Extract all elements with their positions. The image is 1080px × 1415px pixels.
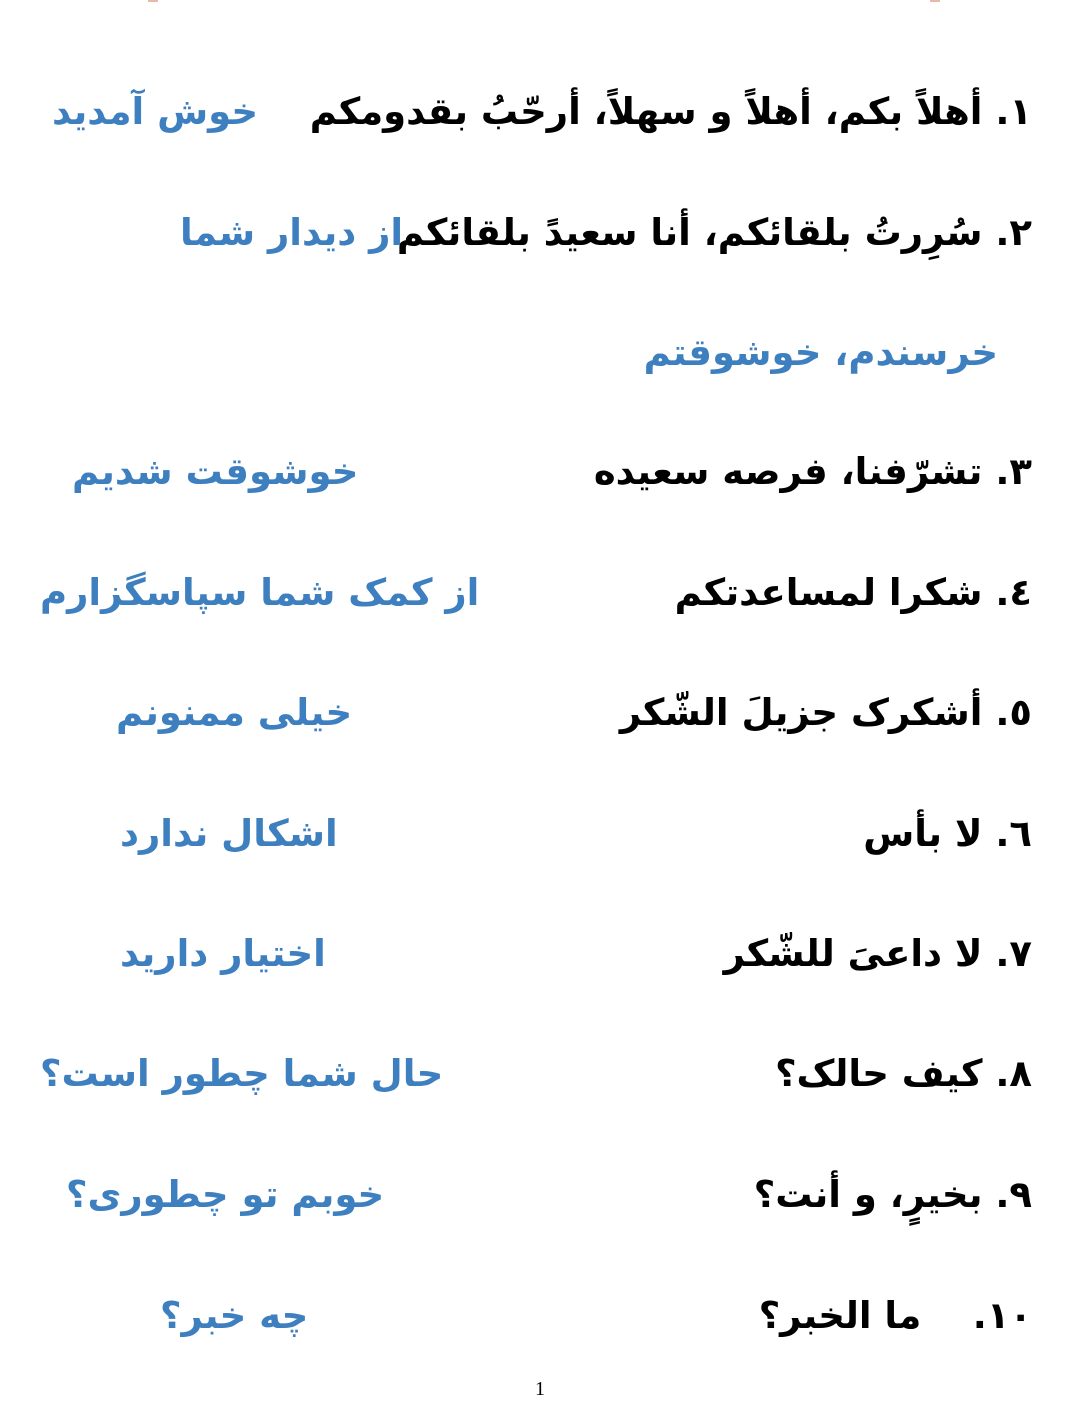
persian-translation-2: از دیدار شما: [180, 211, 404, 254]
top-edge-mark: [930, 0, 940, 2]
entry-number: ٢: [1009, 211, 1032, 254]
entry-number: ٥: [1009, 691, 1032, 734]
arabic-text: شكرا لمساعدتكم: [674, 571, 983, 614]
arabic-text: تشرّفنا، فرصه سعيده: [593, 450, 983, 493]
arabic-phrase-1: ١. أهلاً بكم، أهلاً و سهلاً، أرحّبُ بقدومكم: [309, 90, 1032, 133]
persian-translation-4: از کمک شما سپاسگزارم: [40, 571, 480, 614]
entry-number: ١٠: [986, 1294, 1032, 1337]
arabic-phrase-2: ٢. سُرِرتُ بلقائكم، أنا سعيدً بلقائكم: [396, 211, 1032, 254]
entry-number: ١: [1009, 90, 1032, 133]
top-edge-mark: [148, 0, 158, 2]
entry-number: ٨: [1009, 1052, 1032, 1095]
entry-number: ٣: [1009, 450, 1032, 493]
persian-translation-3: خوشوقت شدیم: [72, 450, 359, 493]
arabic-text: بخيرٍ، و أنت؟: [753, 1173, 983, 1216]
arabic-phrase-5: ٥. أشكرک جزيلَ الشّكر: [619, 691, 1032, 734]
entry-number: ٦: [1009, 812, 1032, 855]
arabic-phrase-7: ٧. لا داعىَ للشّكر: [723, 932, 1032, 975]
persian-translation-8: حال شما چطور است؟: [40, 1052, 444, 1095]
arabic-text: أهلاً بكم، أهلاً و سهلاً، أرحّبُ بقدومكم: [309, 90, 983, 133]
arabic-text: ما الخبر؟: [758, 1294, 922, 1337]
persian-translation-7: اختیار دارید: [120, 932, 326, 975]
arabic-phrase-9: ٩. بخيرٍ، و أنت؟: [753, 1173, 1032, 1216]
arabic-text: لا داعىَ للشّكر: [723, 932, 983, 975]
arabic-text: سُرِرتُ بلقائكم، أنا سعيدً بلقائكم: [396, 211, 983, 254]
arabic-text: كيف حالک؟: [775, 1052, 983, 1095]
persian-translation-1: خوش آمدید: [52, 90, 259, 133]
arabic-phrase-4: ٤. شكرا لمساعدتكم: [674, 571, 1032, 614]
entry-number: ٤: [1009, 571, 1032, 614]
persian-translation-10: چه خبر؟: [160, 1294, 309, 1337]
arabic-text: أشكرک جزيلَ الشّكر: [619, 691, 983, 734]
page-number: 1: [535, 1378, 545, 1400]
arabic-phrase-8: ٨. كيف حالک؟: [775, 1052, 1032, 1095]
entry-number: ٩: [1009, 1173, 1032, 1216]
entry-number: ٧: [1009, 932, 1032, 975]
arabic-phrase-10: ١٠. ما الخبر؟: [758, 1294, 1032, 1337]
persian-translation-5: خیلی ممنونم: [116, 691, 353, 734]
arabic-phrase-3: ٣. تشرّفنا، فرصه سعيده: [593, 450, 1032, 493]
persian-translation-9: خوبم تو چطوری؟: [66, 1173, 385, 1216]
arabic-text: لا بأس: [863, 812, 983, 855]
persian-translation-6: اشکال ندارد: [120, 812, 338, 855]
persian-translation-2-continued: خرسندم، خوشوقتم: [643, 331, 998, 374]
arabic-phrase-6: ٦. لا بأس: [863, 812, 1032, 855]
